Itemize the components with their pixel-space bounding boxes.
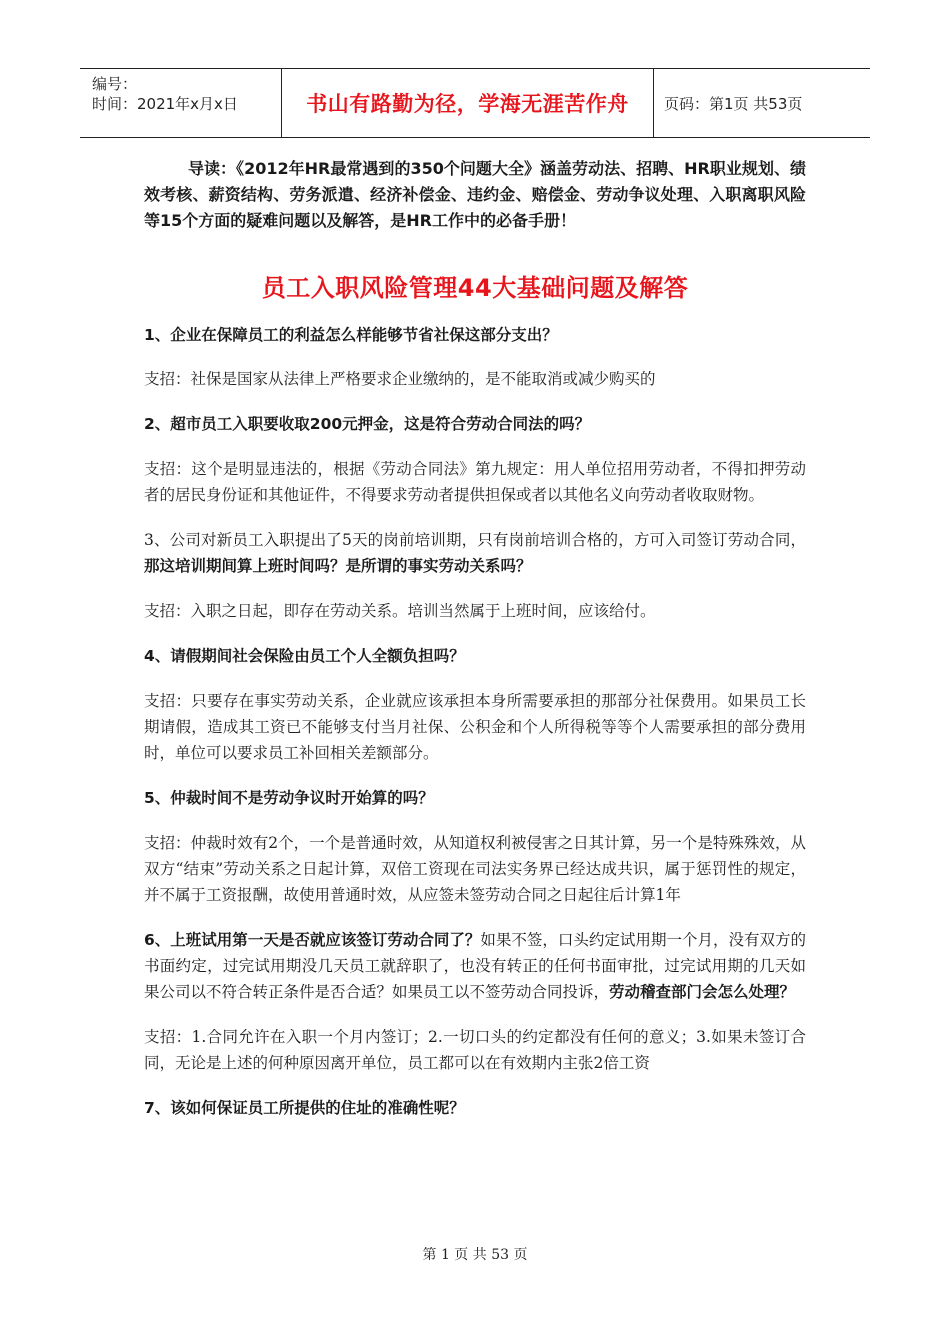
main-title: 员工入职风险管理44大基础问题及解答 [261,274,689,302]
answer-4: 支招：只要存在事实劳动关系，企业就应该承担本身所需要承担的那部分社保费用。如果员工长期请假，造成其工资已不能够支付当月社保、公积金和个人所得税等等个人需要承担的部分费用时，单位可以要求员工补回相关差额部分。 [144,692,806,762]
document-time-label: 时间：2021年x月x日 [92,95,238,113]
answer-5: 支招：仲裁时效有2个，一个是普通时效，从知道权利被侵害之日其计算，另一个是特殊殊效，从双方“结束”劳动关系之日起计算，双倍工资现在司法实务界已经达成共识，属于惩罚性的规定，并不属于工资报酬，故使用普通时效，从应签未签劳动合同之日起往后计算1年 [144,834,806,904]
question-7: 7、该如何保证员工所提供的住址的准确性呢？ [144,1099,465,1117]
header-meta-cell [80,69,282,137]
question-6-context: 如果不签，口头约定试用期一个月，没有双方的书面约定，过完试用期没几天员工就辞职了，也没有转正的任何书面审批，过完试用期的几天如果公司以不符合转正条件是否合适？如果员工以不签劳动合同投诉， [144,931,806,1001]
answer-3: 支招：入职之日起，即存在劳动关系。培训当然属于上班时间，应该给付。 [144,602,656,620]
question-3 [144,527,806,579]
answer-1: 支招：社保是国家从法律上严格要求企业缴纳的，是不能取消或减少购买的 [144,370,656,388]
intro-paragraph: 导读：《2012年HR最常遇到的350个问题大全》涵盖劳动法、招聘、HR职业规划、绩效考核、薪资结构、劳务派遣、经济补偿金、违约金、赔偿金、劳动争议处理、入职离职风险等15个方面的疑难问题以及解答，是HR工作中的必备手册！ [144,159,806,230]
answer-6: 支招：1.合同允许在入职一个月内签订；2.一切口头的约定都没有任何的意义；3.如果未签订合同，无论是上述的何种原因离开单位，员工都可以在有效期内主张2倍工资 [144,1028,806,1072]
header-table [80,68,870,138]
answer-2: 支招：这个是明显违法的，根据《劳动合同法》第九规定：用人单位招用劳动者，不得扣押劳动者的居民身份证和其他证件，不得要求劳动者提供担保或者以其他名义向劳动者收取财物。 [144,460,806,504]
question-3-ask: 那这培训期间算上班时间吗？是所谓的事实劳动关系吗？ [144,557,532,575]
document-number-label: 编号： [92,75,138,93]
question-6-ask: 6、上班试用第一天是否就应该签订劳动合同了？ [144,931,481,949]
question-1: 1、企业在保障员工的利益怎么样能够节省社保这部分支出？ [144,326,558,344]
page-footer: 第 1 页 共 53 页 [422,1247,528,1263]
header-page-info: 页码：第1页 共53页 [664,94,803,113]
question-6-ask-end: 劳动稽查部门会怎么处理？ [609,983,796,1001]
question-5: 5、仲裁时间不是劳动争议时开始算的吗？ [144,789,434,807]
question-6 [144,927,806,1005]
question-2: 2、超市员工入职要收取200元押金，这是符合劳动合同法的吗？ [144,415,591,433]
document-body [144,156,806,1121]
question-3-context: 3、公司对新员工入职提出了5天的岗前培训期，只有岗前培训合格的，方可入司签订劳动合同， [144,531,806,549]
header-motto: 书山有路勤为径，学海无涯苦作舟 [282,69,654,137]
question-4: 4、请假期间社会保险由员工个人全额负担吗？ [144,647,465,665]
